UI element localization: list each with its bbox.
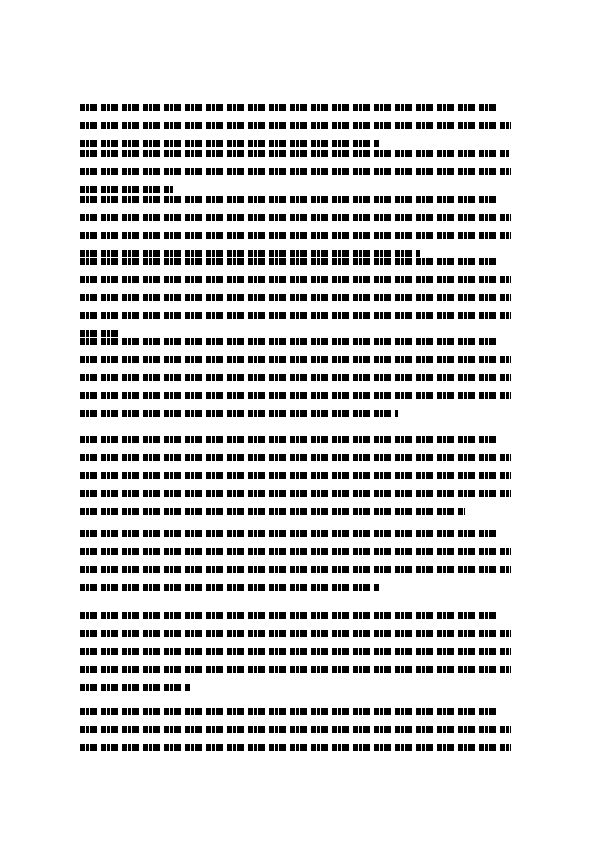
paragraph-1 (80, 104, 520, 147)
paragraph-5 (80, 338, 520, 417)
text-line (80, 338, 500, 345)
text-line (80, 666, 511, 673)
paragraph-4 (80, 258, 520, 337)
text-line (80, 140, 380, 147)
text-line (80, 726, 511, 733)
text-line (80, 168, 511, 175)
text-line (80, 122, 511, 129)
text-line (80, 276, 511, 283)
text-line (80, 410, 398, 417)
paragraph-7 (80, 530, 520, 591)
text-line (80, 472, 511, 479)
text-line (80, 684, 190, 691)
text-line (80, 508, 465, 515)
paragraph-8 (80, 612, 520, 691)
text-line (80, 258, 500, 265)
paragraph-6 (80, 436, 520, 515)
paragraph-3 (80, 196, 520, 257)
text-line (80, 612, 500, 619)
text-line (80, 196, 500, 203)
text-line (80, 392, 511, 399)
text-line (80, 356, 511, 363)
text-line (80, 454, 511, 461)
text-line (80, 584, 380, 591)
text-line (80, 312, 511, 319)
text-line (80, 436, 500, 443)
text-line (80, 186, 174, 193)
paragraph-2 (80, 150, 520, 193)
text-line (80, 374, 511, 381)
text-line (80, 490, 511, 497)
text-line (80, 214, 511, 221)
text-line (80, 330, 120, 337)
text-line (80, 744, 511, 751)
paragraph-9 (80, 708, 520, 751)
text-line (80, 548, 511, 555)
text-line (80, 708, 500, 715)
text-line (80, 104, 498, 111)
text-line (80, 648, 511, 655)
text-line (80, 250, 420, 257)
text-line (80, 232, 511, 239)
text-line (80, 566, 511, 573)
text-line (80, 150, 510, 157)
text-line (80, 630, 511, 637)
text-line (80, 294, 511, 301)
text-line (80, 530, 500, 537)
